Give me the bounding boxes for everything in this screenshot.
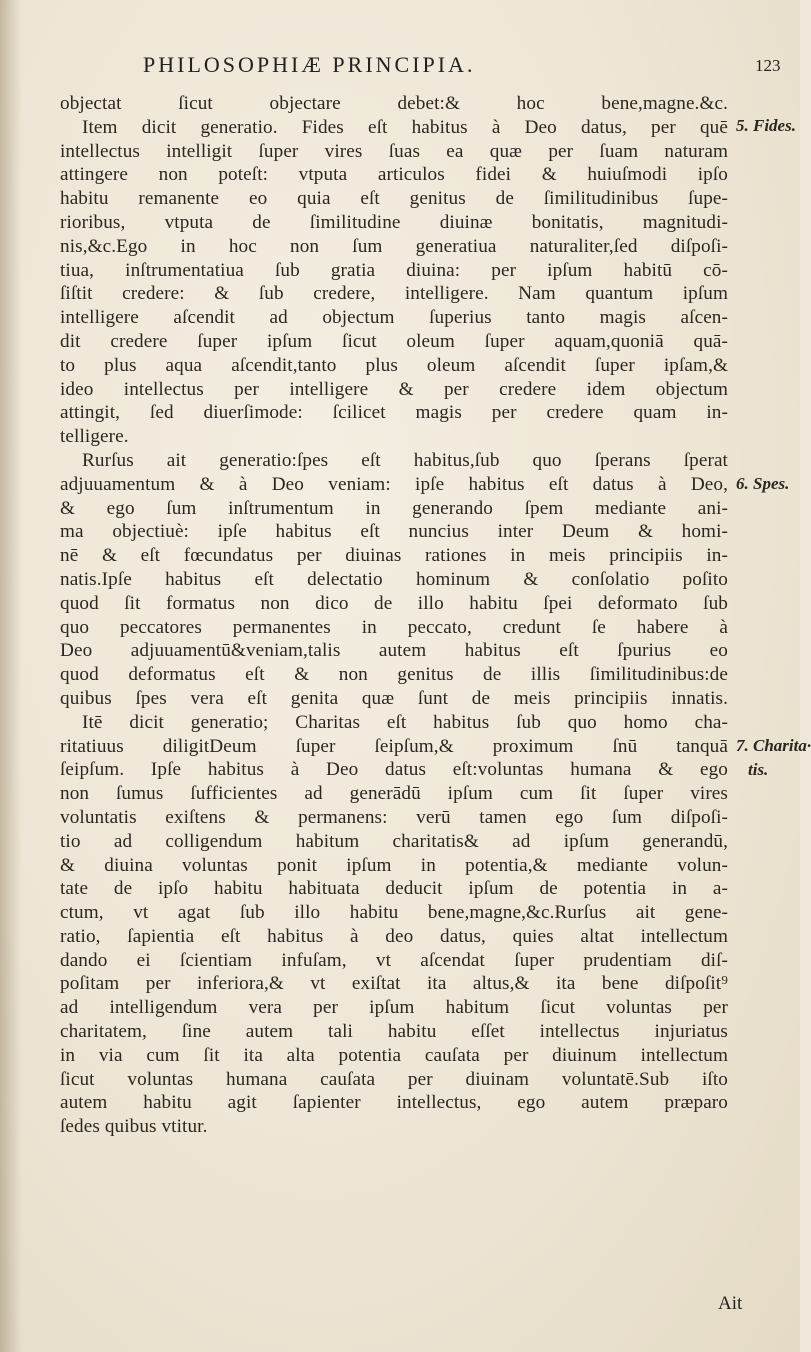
text-line: quibus ſpes vera eſt genita quæ ſunt de meis principiis innatis.	[60, 687, 728, 709]
catchword: Ait	[718, 1293, 743, 1314]
text-line: non ſumus ſufficientes ad generādū ipſum cum ſit ſuper vires	[60, 783, 728, 805]
text-line: quod ſit formatus non dico de illo habitu ſpei deformato ſub	[60, 592, 728, 614]
text-line: nis,&c.Ego in hoc non ſum generatiua naturaliter,ſed diſpoſi-	[60, 235, 728, 257]
body-text	[60, 92, 728, 1139]
text-line: ad intelligendum vera per ipſum habitum ſicut voluntas per	[60, 997, 728, 1019]
text-line: Rurſus ait generatio:ſpes eſt habitus,ſub quo ſperans ſperat	[82, 449, 728, 471]
text-line: & ego ſum inſtrumentum in generando ſpem mediante ani-	[60, 497, 728, 519]
gutter-shadow	[0, 0, 22, 1352]
text-line: natis.Ipſe habitus eſt delectatio hominum & conſolatio poſito	[60, 568, 728, 590]
text-line: rioribus, vtputa de ſimilitudine diuinæ bonitatis, magnitudi-	[60, 211, 728, 233]
text-line: ſeipſum. Ipſe habitus à Deo datus eſt:voluntas humana & ego	[60, 759, 728, 781]
marginal-note-charitas: 7. Charita·	[736, 736, 811, 755]
text-line: ideo intellectus per intelligere & per credere idem objectum	[60, 378, 728, 400]
text-line: tiua, inſtrumentatiua ſub gratia diuina: per ipſum habitū cō-	[60, 259, 728, 281]
text-line: Item dicit generatio. Fides eſt habitus à Deo datus, per quē	[82, 116, 728, 138]
text-line: quod deformatus eſt & non genitus de illis ſimilitudinibus:de	[60, 664, 728, 686]
text-line: ſicut voluntas humana cauſata per diuinam voluntatē.Sub iſto	[60, 1068, 728, 1090]
text-line: dando ei ſcientiam infuſam, vt aſcendat ſuper prudentiam diſ-	[60, 949, 728, 971]
text-line: voluntatis exiſtens & permanens: verū tamen ego ſum diſpoſi-	[60, 806, 728, 828]
text-line: ratio, ſapientia eſt habitus à deo datus, quies altat intellectum	[60, 925, 728, 947]
text-line: to plus aqua aſcendit,tanto plus oleum aſcendit ſuper ipſam,&	[60, 354, 728, 376]
page-number: 123	[755, 56, 781, 75]
text-line: & diuina voluntas ponit ipſum in potentia,& mediante volun-	[60, 854, 728, 876]
text-line: nē & eſt fœcundatus per diuinas rationes in meis principiis in-	[60, 545, 728, 567]
text-line: tio ad colligendum habitum charitatis& ad ipſum generandū,	[60, 830, 728, 852]
text-line: quo peccatores permanentes in peccato, credunt ſe habere à	[60, 616, 728, 638]
marginal-note-fides: 5. Fides.	[736, 116, 796, 135]
text-line: ma objectiuè: ipſe habitus eſt nuncius inter Deum & homi-	[60, 521, 728, 543]
text-line: intelligere aſcendit ad objectum ſuperius tanto magis aſcen-	[60, 307, 728, 329]
text-line: attingere non poteſt: vtputa articulos fidei & huiuſmodi ipſo	[60, 164, 728, 186]
running-title: PHILOSOPHIÆ PRINCIPIA.	[143, 52, 476, 77]
text-line: ſedes quibus vtitur.	[60, 1116, 208, 1138]
text-line: habitu remanente eo quia eſt genitus de ſimilitudinibus ſupe-	[60, 188, 728, 210]
text-line: autem habitu agit ſapienter intellectus, ego autem præparo	[60, 1092, 728, 1114]
text-line: attingit, ſed diuerſimode: ſcilicet magis per credere quam in-	[60, 402, 728, 424]
marginal-note-charitas-cont: tis.	[748, 760, 769, 779]
text-line: telligere.	[60, 426, 129, 448]
text-line: ſiſtit credere: & ſub credere, intelligere. Nam quantum ipſum	[60, 283, 728, 305]
text-line: tate de ipſo habitu habituata deducit ipſum de potentia in a-	[60, 878, 728, 900]
text-line: ctum, vt agat ſub illo habitu bene,magne,&c.Rurſus ait gene-	[60, 902, 728, 924]
text-line: intellectus intelligit ſuper vires ſuas ea quæ per ſuam naturam	[60, 140, 728, 162]
text-line: charitatem, ſine autem tali habitu eſſet intellectus injuriatus	[60, 1021, 728, 1043]
text-line: Deo adjuuamentū&veniam,talis autem habitus eſt ſpurius eo	[60, 640, 728, 662]
marginal-note-spes: 6. Spes.	[736, 474, 790, 493]
text-line: dit credere ſuper ipſum ſicut oleum ſuper aquam,quoniā quā-	[60, 330, 728, 352]
text-line: adjuuamentum & à Deo veniam: ipſe habitus eſt datus à Deo,	[60, 473, 728, 495]
text-line: ritatiuus diligitDeum ſuper ſeipſum,& proximum ſnū tanquā	[60, 735, 728, 757]
text-line: in via cum ſit ita alta potentia cauſata per diuinum intellectum	[60, 1044, 728, 1066]
text-line: objectat ſicut objectare debet:& hoc bene,magne.&c.	[60, 93, 728, 114]
text-line: Itē dicit generatio; Charitas eſt habitus ſub quo homo cha-	[82, 711, 728, 733]
text-line: poſitam per inferiora,& vt exiſtat ita altus,& ita bene diſpoſit⁹	[60, 973, 728, 995]
